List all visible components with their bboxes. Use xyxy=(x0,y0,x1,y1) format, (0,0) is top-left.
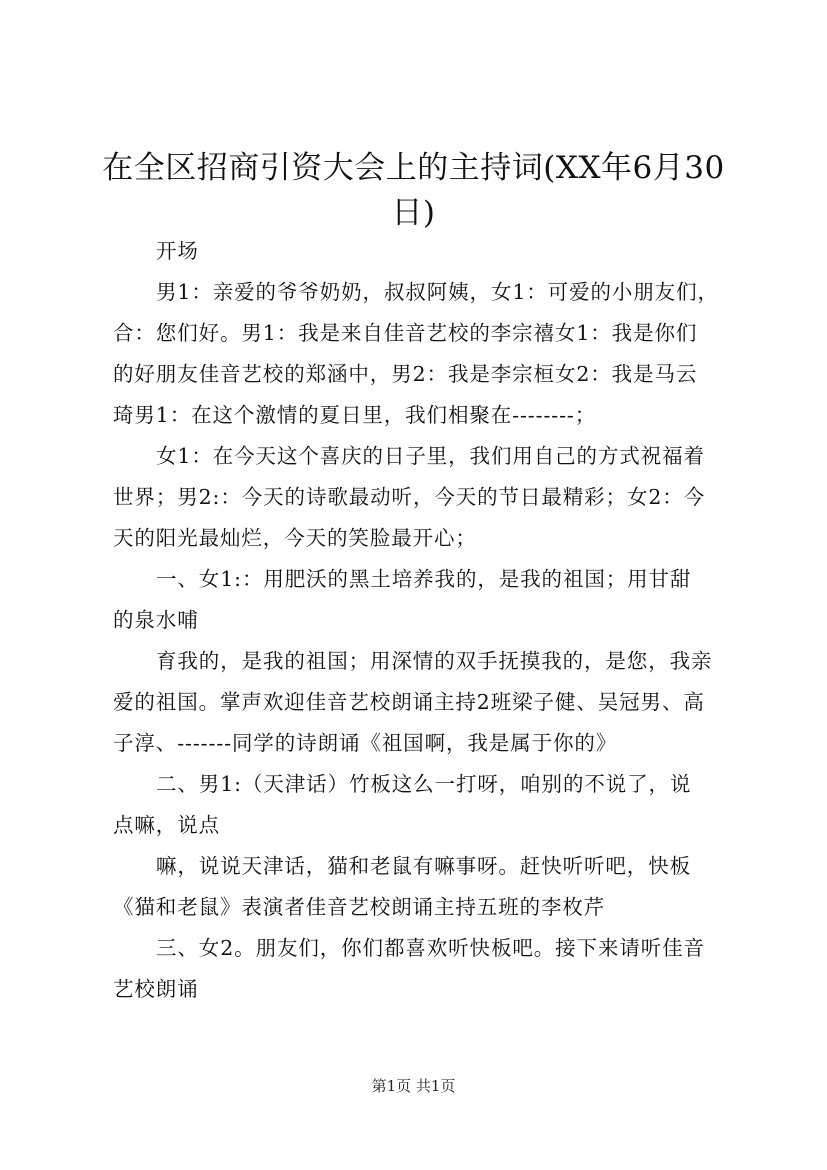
text-line: 艺校朗诵 xyxy=(113,977,199,1001)
text-line: 三、女2。朋友们，你们都喜欢听快板吧。接下来请听佳音 xyxy=(156,936,705,960)
text-line: 世界；男2:：今天的诗歌最动听，今天的节日最精彩；女2：今 xyxy=(113,485,706,509)
text-line: 的好朋友佳音艺校的郑涵中，男2：我是李宗桓女2：我是马云 xyxy=(113,362,698,386)
text-line: 合：您们好。男1：我是来自佳音艺校的李宗禧女1：我是你们 xyxy=(113,321,698,345)
text-line: 女1：在今天这个喜庆的日子里，我们用自己的方式祝福着 xyxy=(156,444,705,468)
text-line: 嘛，说说天津话，猫和老鼠有嘛事呀。赶快听听吧，快板 xyxy=(156,854,691,878)
text-line: 育我的，是我的祖国；用深情的双手抚摸我的，是您，我亲 xyxy=(156,649,713,673)
document-body xyxy=(113,231,723,1010)
document-title xyxy=(100,146,727,236)
text-line: 天的阳光最灿烂，今天的笑脸最开心； xyxy=(113,526,477,550)
text-line: 点嘛，说点 xyxy=(113,813,220,837)
text-line: 《猫和老鼠》表演者佳音艺校朗诵主持五班的李枚芹 xyxy=(113,895,606,919)
text-line: 开场 xyxy=(156,239,199,263)
page-footer: 第1页 共1页 xyxy=(371,1077,456,1095)
text-line: 爱的祖国。掌声欢迎佳音艺校朗诵主持2班梁子健、吴冠男、高 xyxy=(113,690,705,714)
text-line: 的泉水哺 xyxy=(113,608,199,632)
text-line: 子淳、-------同学的诗朗诵《祖国啊，我是属于你的》 xyxy=(113,731,618,755)
text-line: 一、女1:：用肥沃的黑土培养我的，是我的祖国；用甘甜 xyxy=(156,567,692,591)
text-line: 二、男1:（天津话）竹板这么一打呀，咱别的不说了，说 xyxy=(156,772,692,796)
text-line: 琦男1：在这个激情的夏日里，我们相聚在--------； xyxy=(113,403,597,427)
text-line: 男1：亲爱的爷爷奶奶，叔叔阿姨，女1：可爱的小朋友们， xyxy=(156,280,719,304)
title-line-1: 在全区招商引资大会上的主持词(XX年6月30 xyxy=(102,150,725,186)
title-line-2: 日) xyxy=(391,195,436,231)
